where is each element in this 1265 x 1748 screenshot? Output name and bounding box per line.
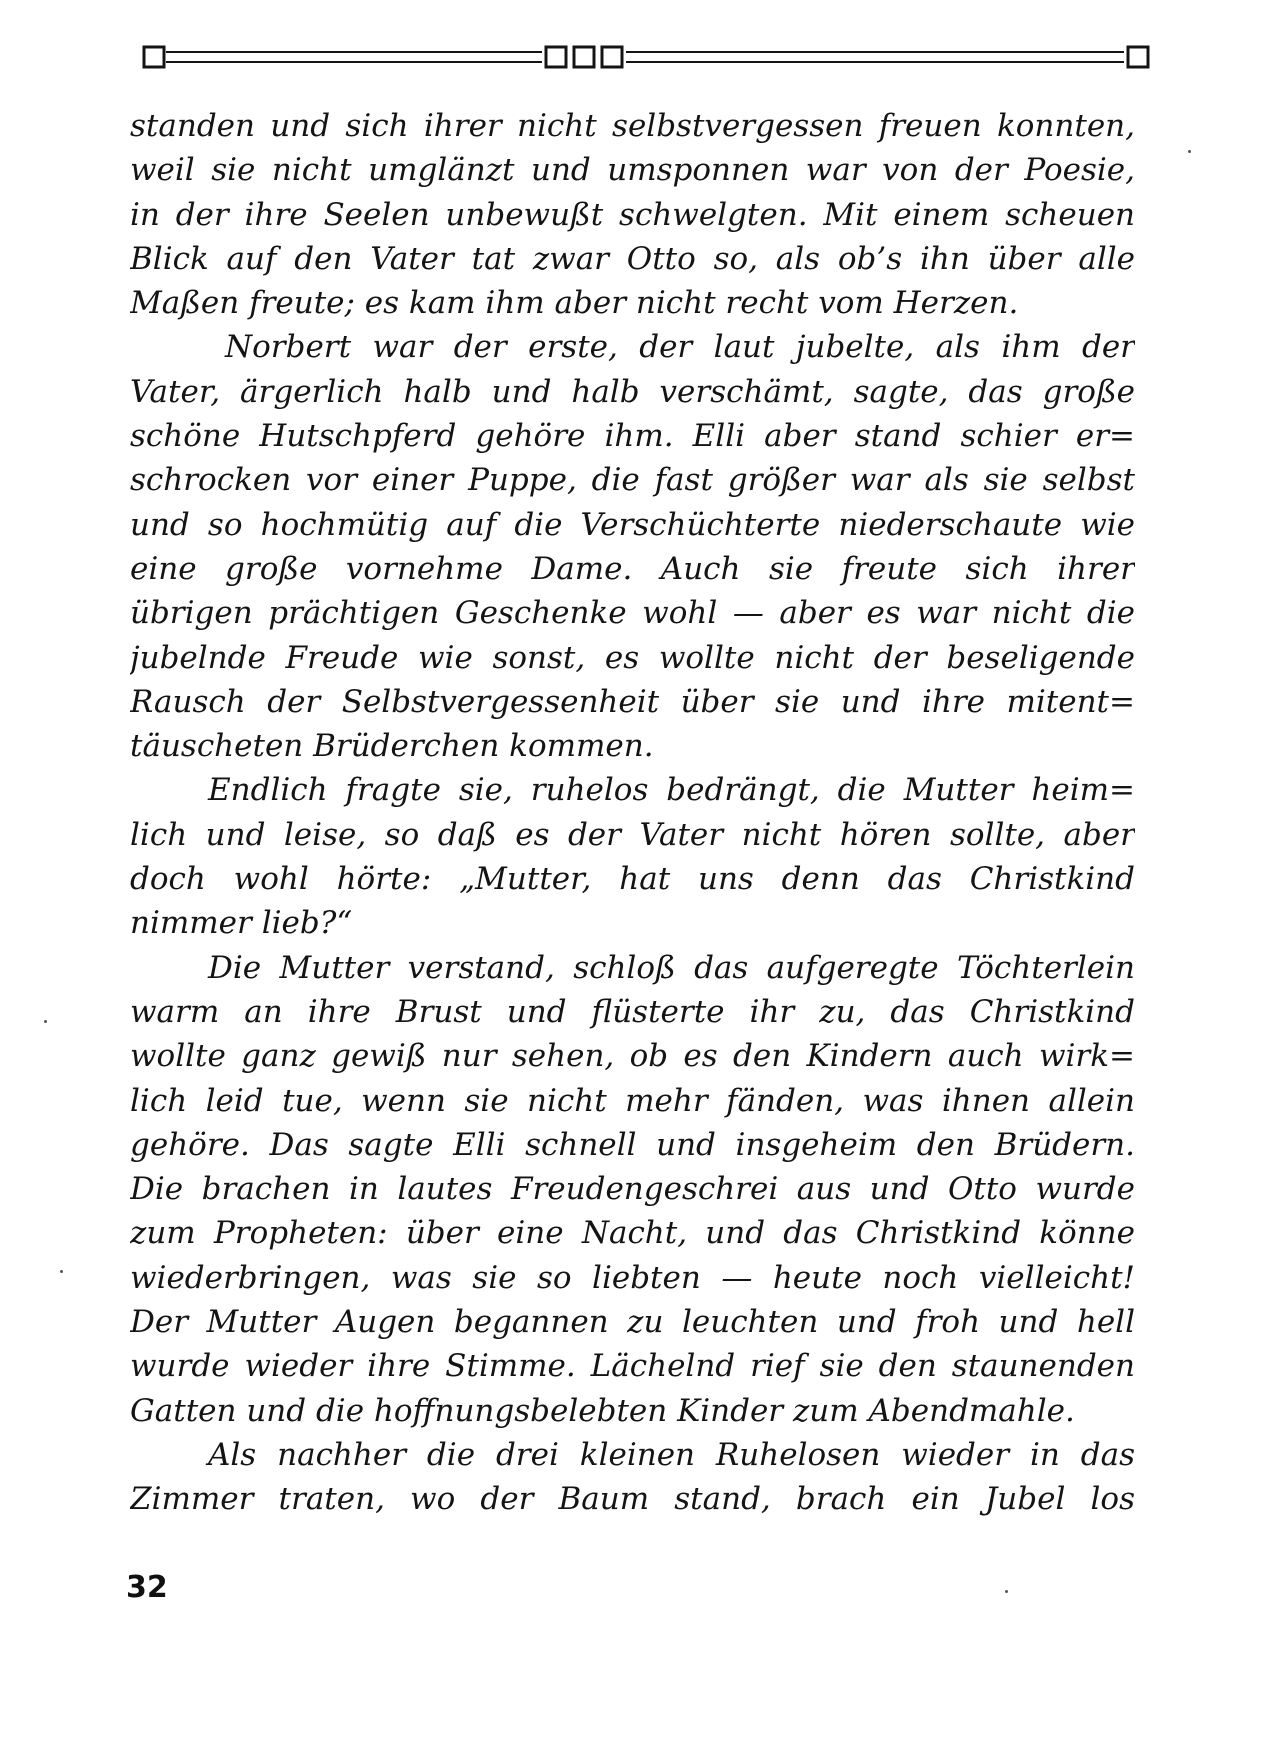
text-line: Endlich fragte sie, ruhelos bedrängt, die Mutter heim= xyxy=(208,772,1135,809)
text-line: zum Propheten: über eine Nacht, und das Christkind könne xyxy=(130,1215,1135,1252)
text-line: warm an ihre Brust und flüsterte ihr zu, das Christkind xyxy=(130,993,1135,1030)
ornament-box-right xyxy=(1128,47,1148,67)
ornament-box-center-3 xyxy=(602,47,622,67)
paragraph xyxy=(130,946,1135,1433)
text-line: Zimmer traten, wo der Baum stand, brach ein Jubel los xyxy=(130,1481,1135,1518)
text-line: wiederbringen, was sie so liebten — heute noch vielleicht! xyxy=(130,1259,1135,1296)
text-line: Als nachher die drei kleinen Ruhelosen wieder in das xyxy=(208,1436,1135,1473)
text-line: lich und leise, so daß es der Vater nicht hören sollte, aber xyxy=(130,816,1135,853)
text-line: Die Mutter verstand, schloß das aufgeregte Töchterlein xyxy=(208,949,1135,986)
text-line: nimmer lieb?“ xyxy=(130,905,353,942)
text-line: weil sie nicht umglänzt und umsponnen war von der Poesie, xyxy=(130,152,1135,189)
text-line: standen und sich ihrer nicht selbstvergessen freuen konnten, xyxy=(130,108,1135,144)
text-line: eine große vornehme Dame. Auch sie freute sich ihrer xyxy=(130,550,1135,587)
print-speck xyxy=(1188,150,1191,153)
text-line: gehöre. Das sagte Elli schnell und insgeheim den Brüdern. xyxy=(130,1126,1135,1163)
text-line: täuscheten Brüderchen kommen. xyxy=(130,728,654,765)
text-line: doch wohl hörte: „Mutter, hat uns denn das Christkind xyxy=(130,861,1135,898)
text-line: Blick auf den Vater tat zwar Otto so, als ob’s ihn über alle xyxy=(130,240,1135,277)
print-speck xyxy=(60,1270,63,1273)
text-line: wurde wieder ihre Stimme. Lächelnd rief sie den staunenden xyxy=(130,1348,1135,1385)
text-line: übrigen prächtigen Geschenke wohl — aber es war nicht die xyxy=(130,595,1135,632)
text-line: Vater, ärgerlich halb und halb verschämt, sagte, das große xyxy=(130,373,1135,410)
text-line: Die brachen in lautes Freudengeschrei aus und Otto wurde xyxy=(130,1171,1135,1208)
ornament-box-center-2 xyxy=(574,47,594,67)
print-speck xyxy=(44,1020,47,1023)
body-text xyxy=(130,104,1135,1522)
paragraph xyxy=(130,325,1135,768)
page-number: 32 xyxy=(126,1570,168,1605)
text-line: und so hochmütig auf die Verschüchterte niederschaute wie xyxy=(130,506,1135,543)
paragraph xyxy=(130,768,1135,945)
text-line: Gatten und die hoffnungsbelebten Kinder zum Abendmahle. xyxy=(130,1392,1075,1429)
text-line: jubelnde Freude wie sonst, es wollte nicht der beseligende xyxy=(130,639,1135,676)
print-speck xyxy=(1005,1590,1008,1593)
text-line: Der Mutter Augen begannen zu leuchten und froh und hell xyxy=(130,1304,1135,1341)
header-ornament xyxy=(142,40,1152,74)
ornament-box-center-1 xyxy=(546,47,566,67)
text-line: Rausch der Selbstvergessenheit über sie und ihre mitent= xyxy=(130,683,1135,720)
text-line: schrocken vor einer Puppe, die fast größer war als sie selbst xyxy=(130,462,1135,499)
text-line: in der ihre Seelen unbewußt schwelgten. Mit einem scheuen xyxy=(130,196,1135,233)
text-line: lich leid tue, wenn sie nicht mehr fänden, was ihnen allein xyxy=(130,1082,1135,1119)
paragraph xyxy=(130,1433,1135,1522)
text-line: wollte ganz gewiß nur sehen, ob es den Kindern auch wirk= xyxy=(130,1038,1135,1075)
paragraph xyxy=(130,104,1135,325)
ornament-box-left xyxy=(144,47,164,67)
text-line: Maßen freute; es kam ihm aber nicht recht vom Herzen. xyxy=(130,285,1019,322)
text-line: schöne Hutschpferd gehöre ihm. Elli aber stand schier er= xyxy=(130,418,1135,455)
text-line: Norbert war der erste, der laut jubelte, als ihm der xyxy=(225,329,1135,366)
